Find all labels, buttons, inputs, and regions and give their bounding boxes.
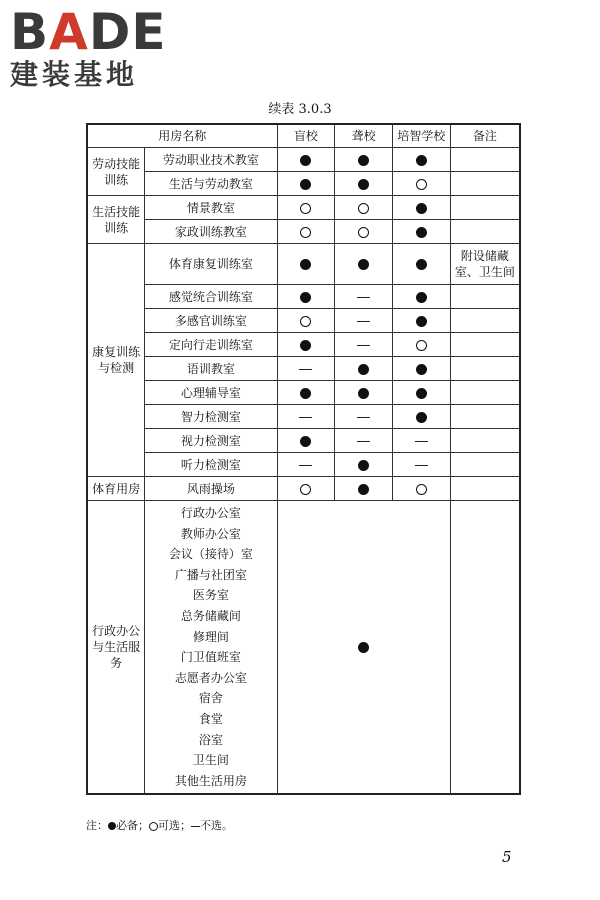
filled-dot-icon [416, 412, 427, 423]
header-blind-school: 盲校 [277, 124, 335, 148]
dash-icon [299, 417, 312, 418]
room-name: 定向行走训练室 [145, 333, 277, 357]
header-remarks: 备注 [450, 124, 520, 148]
hollow-circle-icon [149, 822, 158, 831]
filled-dot-icon [416, 292, 427, 303]
group-life-skills: 生活技能训练 [87, 196, 145, 244]
mark-cell [335, 477, 393, 501]
mark-cell [335, 405, 393, 429]
hollow-circle-icon [300, 484, 311, 495]
mark-cell [392, 429, 450, 453]
mark-cell [335, 333, 393, 357]
mark-cell [392, 309, 450, 333]
mark-cell [277, 357, 335, 381]
header-deaf-school: 聋校 [335, 124, 393, 148]
mark-cell [335, 196, 393, 220]
admin-room-item: 宿舍 [198, 691, 223, 706]
mark-cell [392, 196, 450, 220]
mark-cell [335, 309, 393, 333]
table-row [87, 333, 520, 357]
admin-room-item: 医务室 [192, 588, 229, 603]
mark-cell [335, 453, 393, 477]
mark-cell [392, 220, 450, 244]
filled-dot-icon [300, 436, 311, 447]
hollow-circle-icon [416, 340, 427, 351]
mark-cell [392, 405, 450, 429]
table-row [87, 285, 520, 309]
filled-dot-icon [300, 155, 311, 166]
dash-icon [415, 441, 428, 442]
admin-room-item: 卫生间 [192, 753, 229, 768]
mark-cell [277, 244, 335, 285]
bade-logo [10, 3, 175, 96]
table-row [87, 244, 520, 285]
room-name: 家政训练教室 [145, 220, 277, 244]
admin-room-item: 食堂 [198, 711, 223, 726]
filled-dot-icon [358, 155, 369, 166]
filled-dot-icon [416, 316, 427, 327]
table-row [87, 477, 520, 501]
logo-chinese-text: 建装基地 [10, 58, 139, 91]
room-name: 情景教室 [145, 196, 277, 220]
admin-room-item: 会议（接待）室 [168, 547, 253, 562]
mark-cell [335, 381, 393, 405]
filled-dot-icon [300, 259, 311, 270]
remark-cell [450, 196, 520, 220]
mark-cell [277, 220, 335, 244]
page-number: 5 [502, 848, 512, 866]
mark-cell [392, 477, 450, 501]
mark-cell [277, 196, 335, 220]
mark-cell [335, 244, 393, 285]
logo-latin-text: BADE [10, 3, 167, 61]
dash-icon [299, 369, 312, 370]
remark-cell [450, 285, 520, 309]
table-header-row [87, 124, 520, 148]
hollow-circle-icon [300, 316, 311, 327]
room-name: 语训教室 [145, 357, 277, 381]
admin-room-item: 其他生活用房 [174, 773, 247, 788]
group-labor-skills: 劳动技能训练 [87, 148, 145, 196]
remark-cell [450, 501, 520, 795]
room-name: 生活与劳动教室 [145, 172, 277, 196]
room-name: 多感官训练室 [145, 309, 277, 333]
filled-dot-icon [358, 179, 369, 190]
mark-cell [335, 285, 393, 309]
filled-dot-icon [358, 460, 369, 471]
header-intellectual-school: 培智学校 [392, 124, 450, 148]
room-name: 劳动职业技术教室 [145, 148, 277, 172]
table-row [87, 172, 520, 196]
mark-cell [277, 309, 335, 333]
table-caption: 续表 3.0.3 [268, 102, 332, 117]
hollow-circle-icon [300, 227, 311, 238]
filled-dot-icon [416, 259, 427, 270]
footnote: 注： 必备； 可选； 不选。 [86, 819, 233, 832]
admin-room-item: 广播与社团室 [174, 567, 247, 582]
mark-cell [392, 453, 450, 477]
hollow-circle-icon [358, 203, 369, 214]
filled-dot-icon [300, 292, 311, 303]
table-row [87, 381, 520, 405]
admin-room-item: 总务储藏间 [180, 608, 241, 623]
mark-cell [277, 429, 335, 453]
mark-cell [277, 172, 335, 196]
dash-icon [357, 297, 370, 298]
remark-cell [450, 148, 520, 172]
dash-icon [415, 465, 428, 466]
table-row [87, 196, 520, 220]
mark-cell [277, 333, 335, 357]
remark-cell: 附设储藏室、卫生间 [450, 244, 520, 285]
dash-icon [357, 345, 370, 346]
remark-cell [450, 220, 520, 244]
group-sports: 体育用房 [87, 477, 145, 501]
filled-dot-icon [358, 364, 369, 375]
table-row [87, 429, 520, 453]
admin-room-item: 浴室 [198, 732, 223, 747]
remark-cell [450, 453, 520, 477]
table-row [87, 453, 520, 477]
filled-dot-icon [416, 364, 427, 375]
remark-cell [450, 172, 520, 196]
room-name: 心理辅导室 [145, 381, 277, 405]
group-rehab-testing: 康复训练与检测 [87, 244, 145, 477]
filled-dot-icon [358, 388, 369, 399]
filled-dot-icon [300, 388, 311, 399]
mark-cell [277, 453, 335, 477]
remark-cell [450, 477, 520, 501]
filled-dot-icon [300, 340, 311, 351]
hollow-circle-icon [416, 179, 427, 190]
mark-cell [277, 148, 335, 172]
dash-icon [357, 441, 370, 442]
admin-room-item: 门卫值班室 [180, 650, 241, 665]
mark-cell [335, 172, 393, 196]
admin-room-list [145, 501, 277, 795]
admin-room-item: 行政办公室 [180, 506, 241, 520]
room-name: 风雨操场 [145, 477, 277, 501]
mark-cell [335, 357, 393, 381]
table-row [87, 405, 520, 429]
table-row [87, 148, 520, 172]
remark-cell [450, 333, 520, 357]
remark-cell [450, 357, 520, 381]
admin-mark-cell [277, 501, 450, 795]
filled-dot-icon [300, 179, 311, 190]
dash-icon [191, 826, 200, 827]
hollow-circle-icon [358, 227, 369, 238]
table-row [87, 309, 520, 333]
table-row [87, 357, 520, 381]
mark-cell [392, 333, 450, 357]
group-admin-services: 行政办公与生活服务 [87, 501, 145, 795]
room-name: 听力检测室 [145, 453, 277, 477]
remark-cell [450, 309, 520, 333]
remark-cell [450, 381, 520, 405]
hollow-circle-icon [416, 484, 427, 495]
room-name: 体育康复训练室 [145, 244, 277, 285]
room-table [86, 123, 521, 795]
remark-cell [450, 405, 520, 429]
mark-cell [392, 357, 450, 381]
mark-cell [392, 285, 450, 309]
admin-room-item: 教师办公室 [180, 526, 241, 541]
mark-cell [277, 381, 335, 405]
remark-cell [450, 429, 520, 453]
hollow-circle-icon [300, 203, 311, 214]
mark-cell [392, 148, 450, 172]
filled-dot-icon [358, 642, 369, 653]
filled-dot-icon [416, 227, 427, 238]
filled-dot-icon [358, 259, 369, 270]
filled-dot-icon [416, 203, 427, 214]
dash-icon [299, 465, 312, 466]
mark-cell [392, 172, 450, 196]
admin-room-item: 修理间 [192, 629, 229, 644]
table-row [87, 220, 520, 244]
mark-cell [277, 405, 335, 429]
mark-cell [277, 285, 335, 309]
mark-cell [335, 220, 393, 244]
room-name: 视力检测室 [145, 429, 277, 453]
mark-cell [392, 244, 450, 285]
admin-row [87, 501, 520, 795]
room-name: 感觉统合训练室 [145, 285, 277, 309]
filled-dot-icon [108, 822, 116, 830]
mark-cell [392, 381, 450, 405]
mark-cell [277, 477, 335, 501]
mark-cell [335, 148, 393, 172]
filled-dot-icon [416, 155, 427, 166]
mark-cell [335, 429, 393, 453]
dash-icon [357, 417, 370, 418]
room-name: 智力检测室 [145, 405, 277, 429]
dash-icon [357, 321, 370, 322]
filled-dot-icon [358, 484, 369, 495]
filled-dot-icon [416, 388, 427, 399]
admin-room-item: 志愿者办公室 [174, 670, 247, 685]
header-room-name: 用房名称 [87, 124, 277, 148]
